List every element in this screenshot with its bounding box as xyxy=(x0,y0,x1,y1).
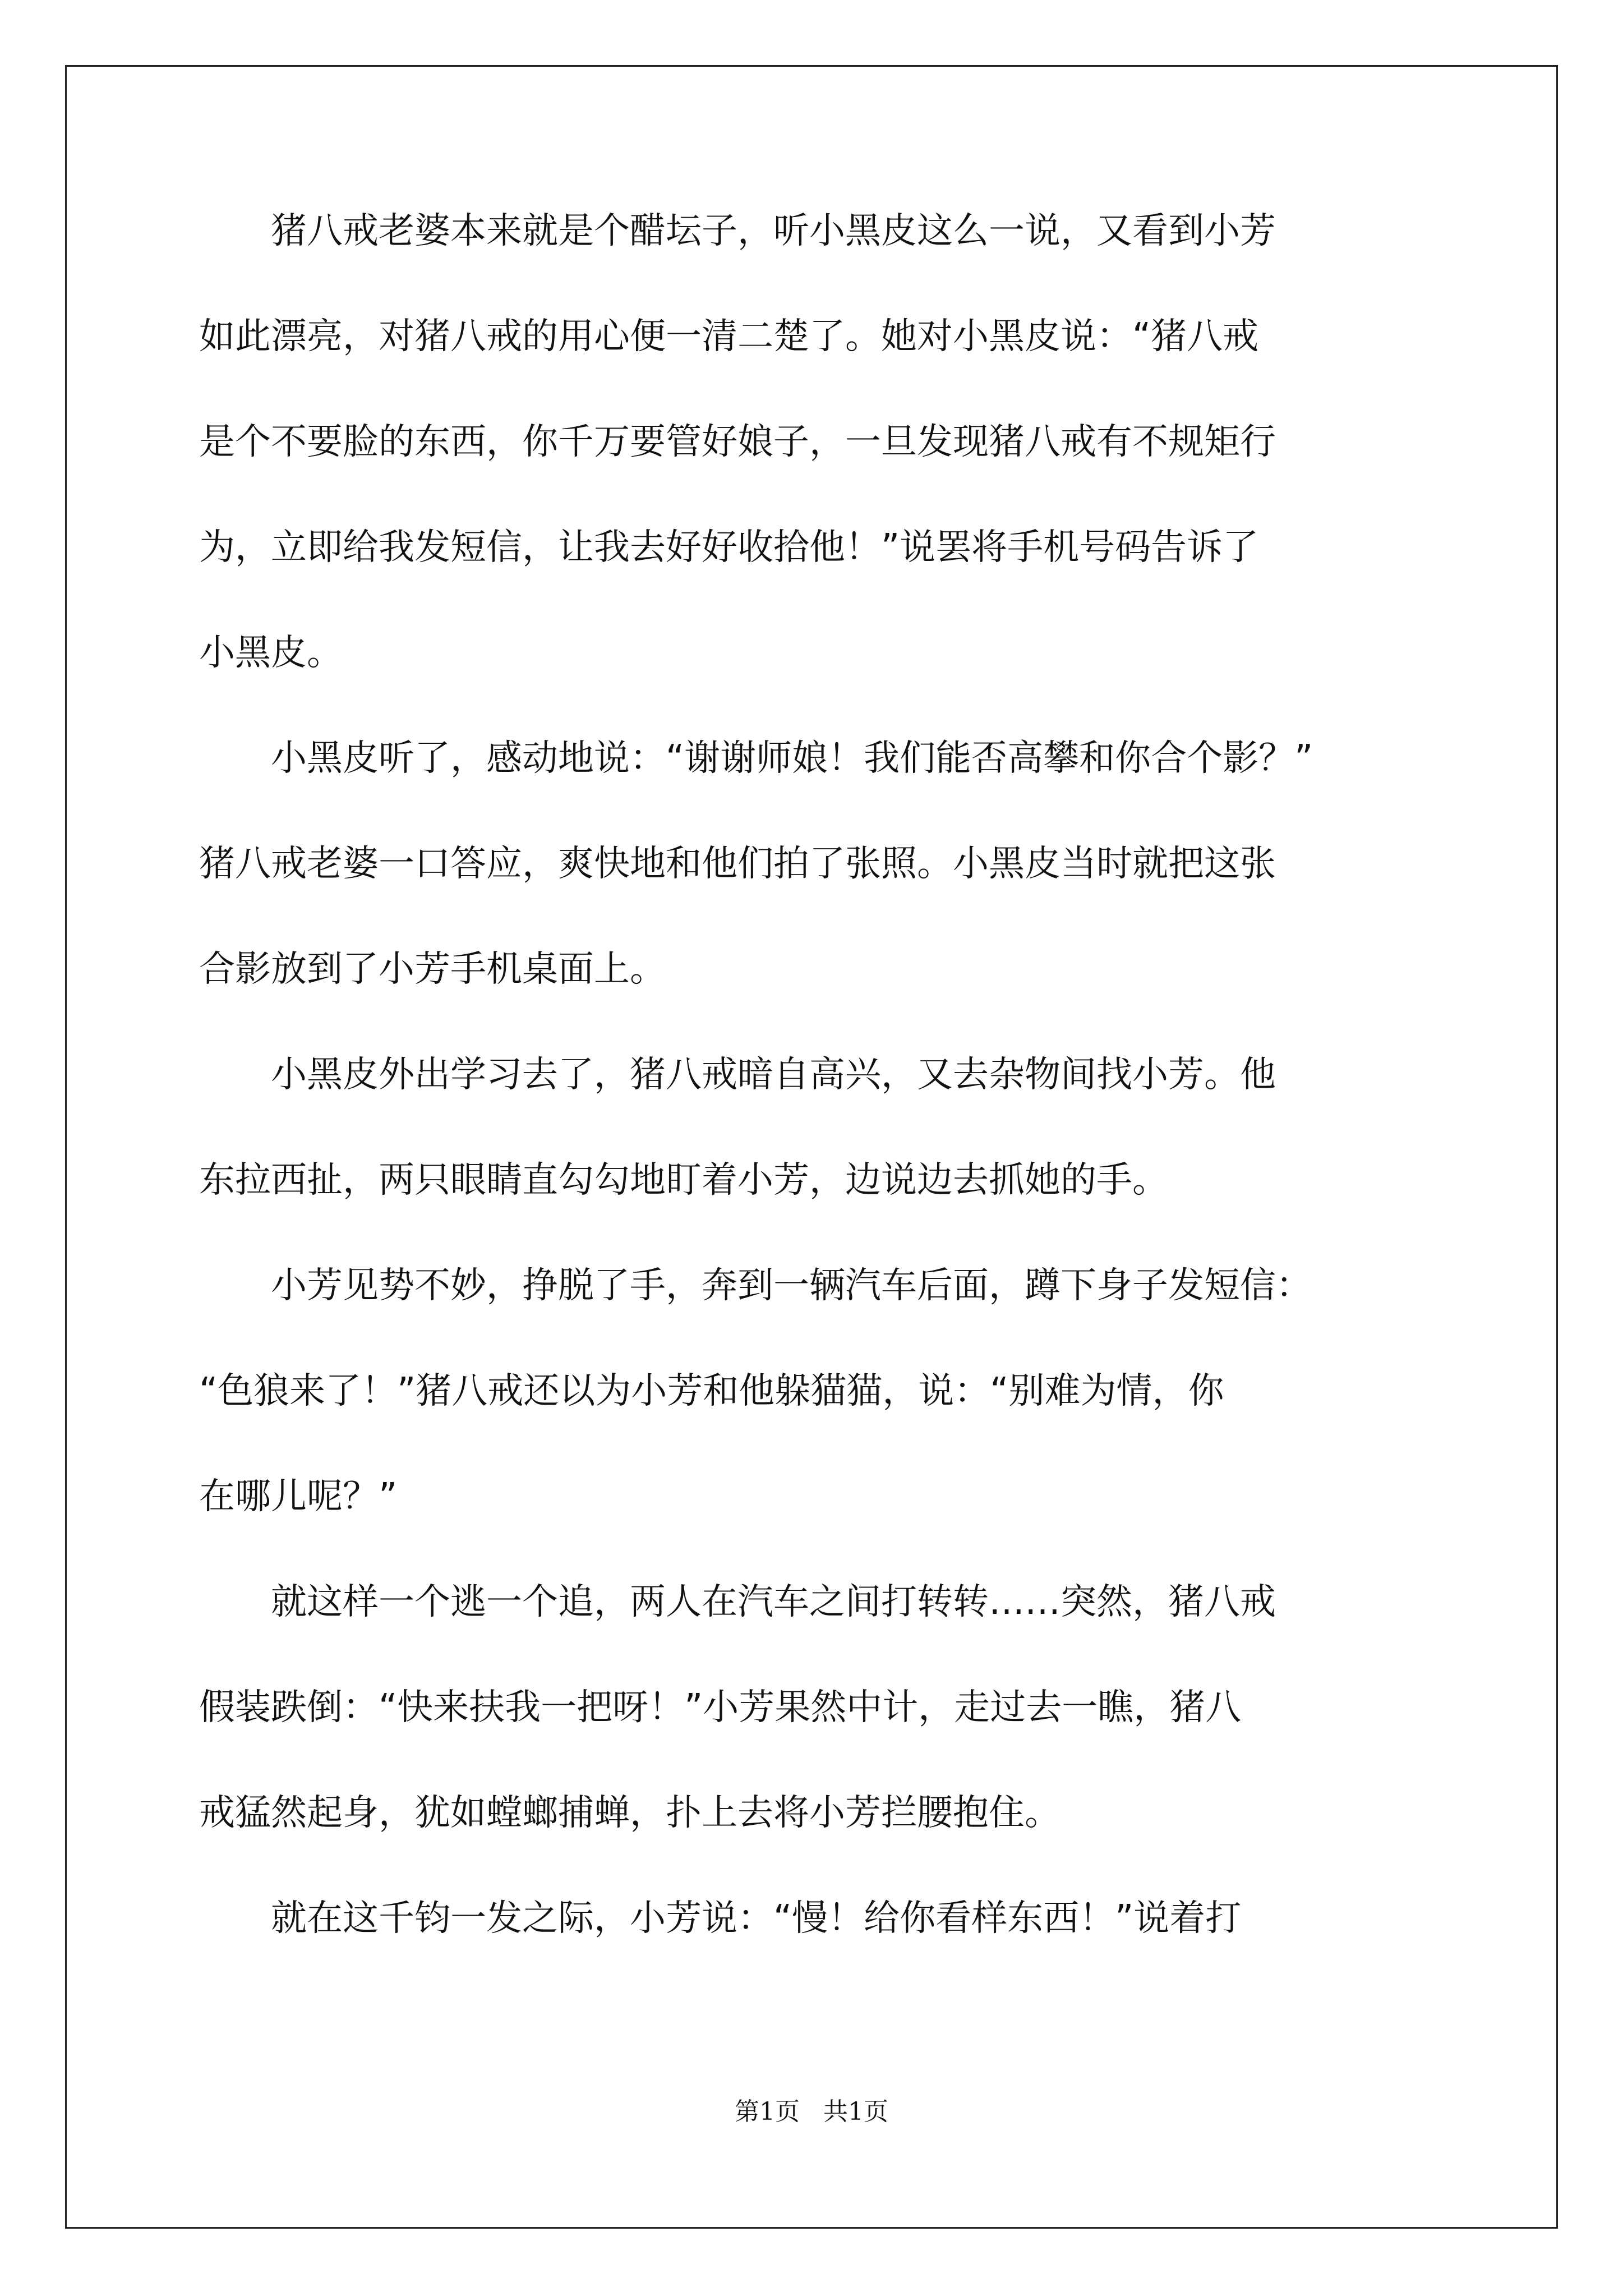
text-line: 猪八戒老婆一口答应，爽快地和他们拍了张照。小黑皮当时就把这张 xyxy=(199,843,1276,885)
text-line: 在哪儿呢？” xyxy=(199,1476,398,1517)
text-line: 猪八戒老婆本来就是个醋坛子，听小黑皮这么一说，又看到小芳 xyxy=(199,210,1276,252)
text-line: 戒猛然起身，犹如螳螂捕蝉，扑上去将小芳拦腰抱住。 xyxy=(199,1792,1061,1834)
text-line: 小黑皮外出学习去了，猪八戒暗自高兴，又去杂物间找小芳。他 xyxy=(199,1054,1276,1096)
text-line: 合影放到了小芳手机桌面上。 xyxy=(199,949,666,990)
text-line: 小芳见势不妙，挣脱了手，奔到一辆汽车后面，蹲下身子发短信： xyxy=(199,1265,1312,1306)
text-line: 就在这千钧一发之际，小芳说：“慢！给你看样东西！”说着打 xyxy=(199,1898,1242,1939)
text-line: 东拉西扯，两只眼睛直勾勾地盯着小芳，边说边去抓她的手。 xyxy=(199,1159,1168,1201)
text-line: 就这样一个逃一个追，两人在汽车之间打转转……突然，猪八戒 xyxy=(199,1581,1276,1623)
page-footer: 第1页 共1页 xyxy=(735,2097,888,2126)
text-line: 如此漂亮，对猪八戒的用心便一清二楚了。她对小黑皮说：“猪八戒 xyxy=(199,316,1259,357)
text-line: “色狼来了！”猪八戒还以为小芳和他躲猫猫，说：“别难为情，你 xyxy=(199,1370,1224,1412)
text-line: 假装跌倒：“快来扶我一把呀！”小芳果然中计，走过去一瞧，猪八 xyxy=(199,1687,1242,1728)
text-line: 小黑皮听了，感动地说：“谢谢师娘！我们能否高攀和你合个影？” xyxy=(199,738,1313,779)
text-line: 小黑皮。 xyxy=(199,632,343,674)
text-line: 为，立即给我发短信，让我去好好收拾他！”说罢将手机号码告诉了 xyxy=(199,527,1259,568)
text-line: 是个不要脸的东西，你千万要管好娘子，一旦发现猪八戒有不规矩行 xyxy=(199,421,1276,463)
